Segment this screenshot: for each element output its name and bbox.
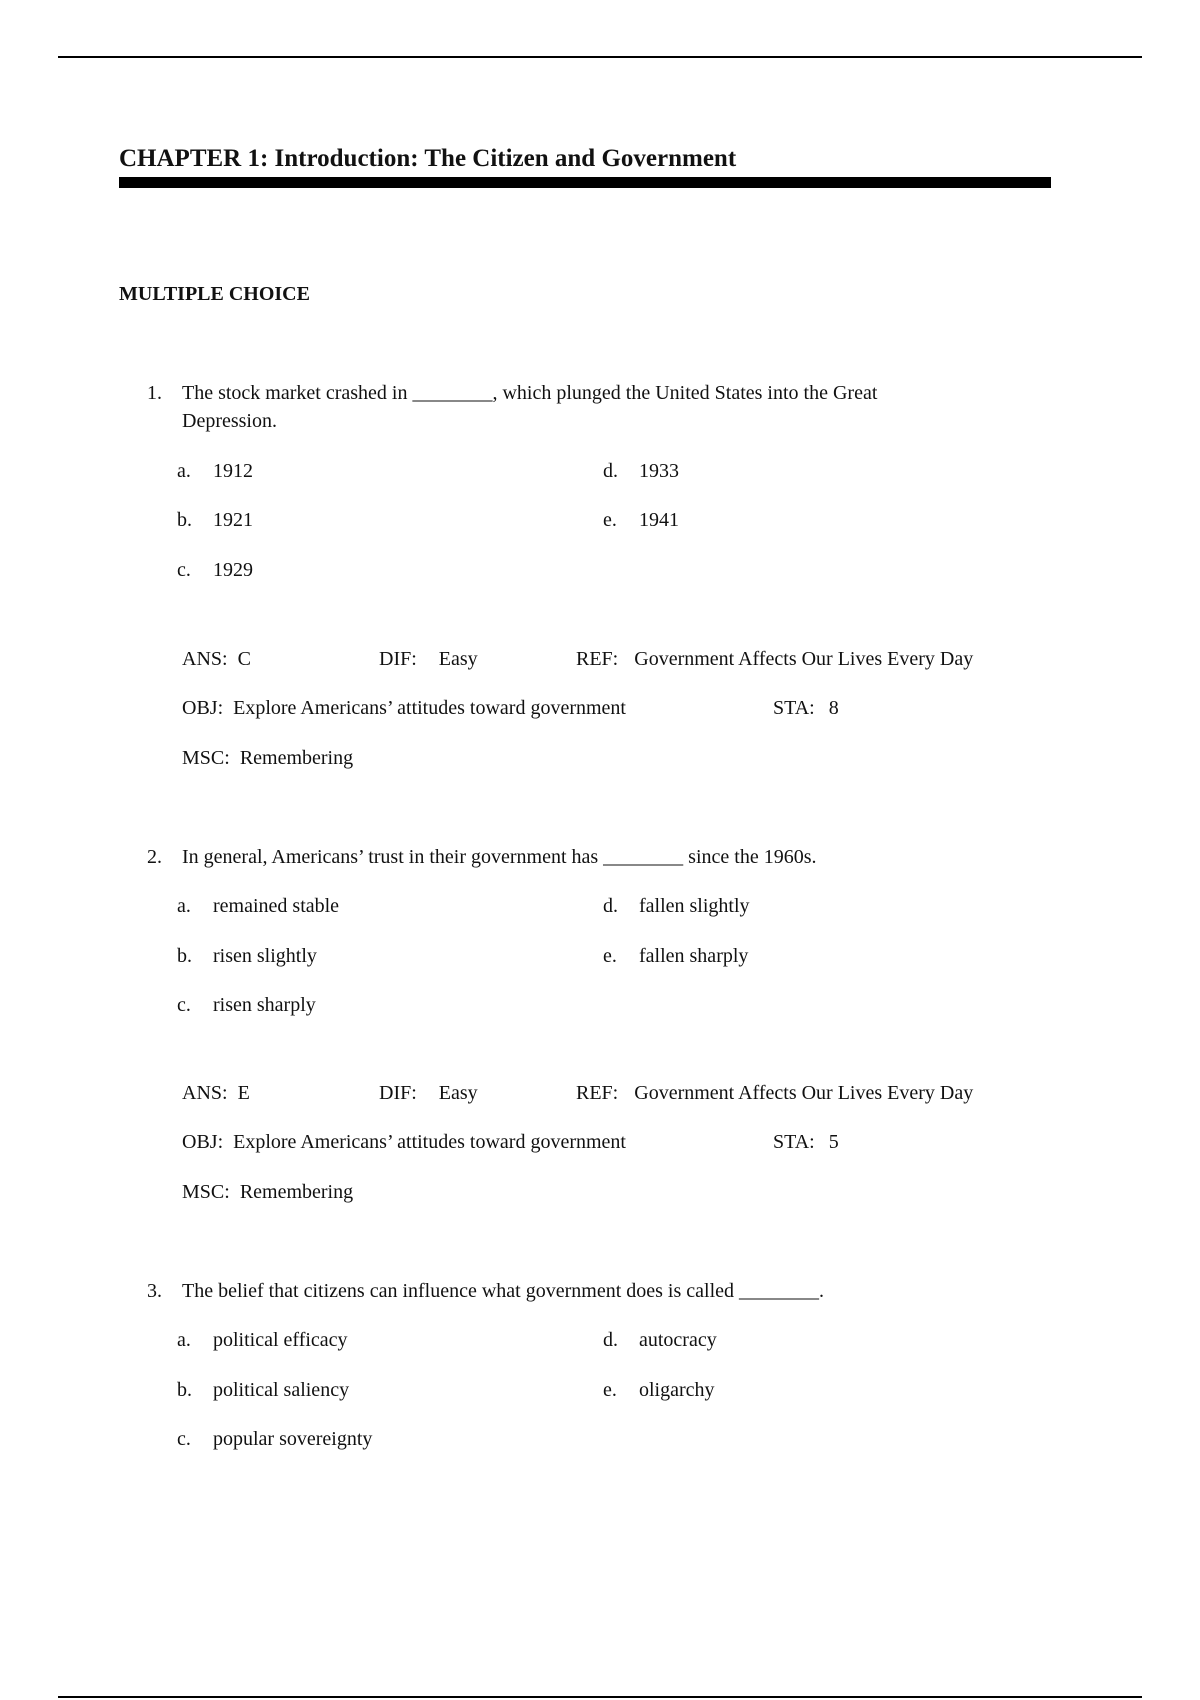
misc-field [182,744,353,772]
option-letter: e. [603,945,617,967]
reference-field [576,1079,973,1107]
reference-label: REF: [576,1082,619,1104]
answer-label: ANS: [182,1082,228,1104]
option-letter: c. [177,994,191,1016]
option-text: 1933 [639,460,679,482]
bottom-rule [58,1696,1142,1698]
standard-field [773,1128,839,1156]
question-number: 2. [147,846,162,868]
standard-label: STA: [773,1131,815,1153]
option-text: 1912 [213,460,253,482]
misc-value: Remembering [239,1181,354,1203]
misc-label: MSC: [182,747,230,769]
misc-value: Remembering [239,747,354,769]
option-letter: a. [177,460,191,482]
option-letter: e. [603,1379,617,1401]
option-letter: a. [177,1329,191,1351]
reference-field [576,645,973,673]
question-text-line: In general, Americans’ trust in their government has ________ since the 1960s. [182,846,817,868]
section-heading: MULTIPLE CHOICE [119,283,310,305]
chapter-title: CHAPTER 1: Introduction: The Citizen and Government [119,145,737,172]
option-text: fallen sharply [639,945,749,967]
option-text: political efficacy [213,1329,348,1351]
question-text [182,1277,982,1305]
reference-label: REF: [576,648,619,670]
option-text: 1921 [213,509,253,531]
question-text-line: Depression. [182,410,277,432]
option-letter: c. [177,1428,191,1450]
question-text [182,843,982,871]
option-text: fallen slightly [639,895,750,917]
difficulty-field [379,1079,478,1107]
option-letter: b. [177,945,192,967]
answer-label: ANS: [182,648,228,670]
option-letter: b. [177,1379,192,1401]
misc-label: MSC: [182,1181,230,1203]
reference-value: Government Affects Our Lives Every Day [634,648,974,670]
difficulty-value: Easy [438,1082,478,1104]
option-letter: a. [177,895,191,917]
objective-label: OBJ: [182,1131,224,1153]
answer-field [182,645,251,673]
question-text-line: The stock market crashed in ________, which plunged the United States into the Great [182,382,878,404]
objective-value: Explore Americans’ attitudes toward government [233,697,626,719]
question-number: 3. [147,1280,162,1302]
option-text: 1941 [639,509,679,531]
option-text: risen sharply [213,994,316,1016]
difficulty-value: Easy [438,648,478,670]
difficulty-label: DIF: [379,1082,417,1104]
question-text-line: The belief that citizens can influence what government does is called ________. [182,1280,825,1302]
answer-field [182,1079,250,1107]
standard-value: 5 [828,1131,839,1153]
answer-value: C [237,648,251,670]
option-letter: d. [603,460,618,482]
option-text: remained stable [213,895,340,917]
question-text [182,379,982,435]
objective-value: Explore Americans’ attitudes toward government [233,1131,626,1153]
option-text: oligarchy [639,1379,715,1401]
difficulty-field [379,645,478,673]
option-text: popular sovereignty [213,1428,373,1450]
objective-label: OBJ: [182,697,224,719]
standard-field [773,694,839,722]
top-rule [58,56,1142,58]
objective-field [182,1128,626,1156]
option-text: 1929 [213,559,253,581]
option-letter: b. [177,509,192,531]
option-letter: d. [603,1329,618,1351]
answer-value: E [237,1082,250,1104]
standard-label: STA: [773,697,815,719]
option-letter: e. [603,509,617,531]
standard-value: 8 [828,697,839,719]
reference-value: Government Affects Our Lives Every Day [634,1082,974,1104]
question-number: 1. [147,382,162,404]
option-text: autocracy [639,1329,717,1351]
option-text: risen slightly [213,945,317,967]
misc-field [182,1178,353,1206]
title-underline-bar [119,177,1051,188]
option-letter: c. [177,559,191,581]
option-text: political saliency [213,1379,350,1401]
difficulty-label: DIF: [379,648,417,670]
objective-field [182,694,626,722]
option-letter: d. [603,895,618,917]
